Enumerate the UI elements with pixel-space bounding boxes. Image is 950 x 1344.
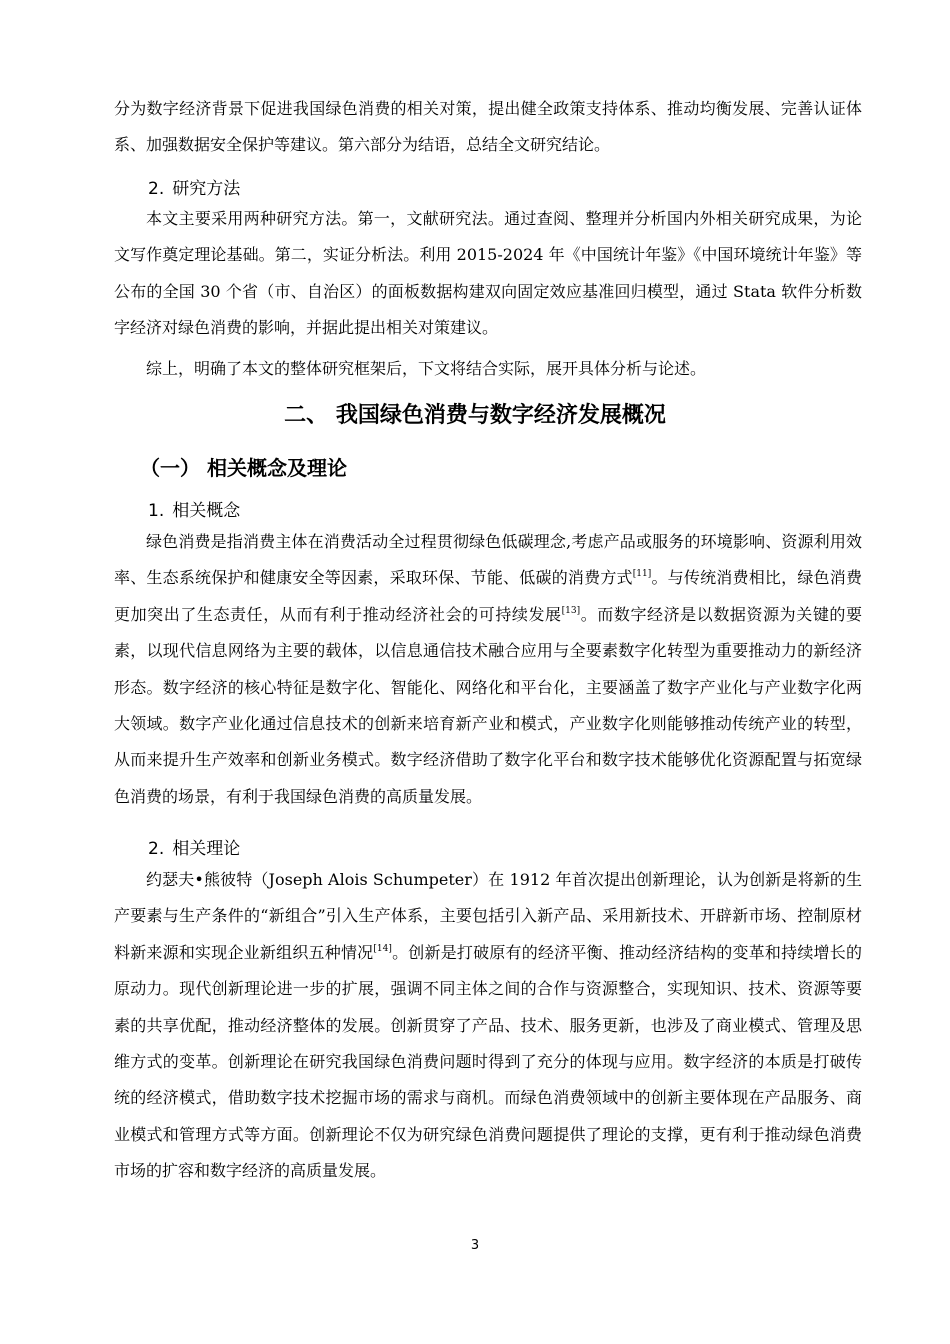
chapter-title: 二、 我国绿色消费与数字经济发展概况 [284,403,666,428]
citation-13: [13] [561,605,581,616]
concepts-title: 相关概念 [172,501,241,521]
methods-title: 研究方法 [172,179,241,199]
summary-text: 综上，明确了本文的整体研究框架后，下文将结合实际，展开具体分析与论述。 [146,359,707,378]
concepts-paragraph [114,524,862,815]
methods-heading [148,174,240,199]
methods-number: 2. [148,179,165,199]
intro-text: 分为数字经济背景下促进我国绿色消费的相关对策，提出健全政策支持体系、推动均衡发展、完善认证体系、加强数据安全保护等建议。第六部分为结语，总结全文研究结论。 [114,99,862,155]
theory-title: 相关理论 [172,839,241,859]
intro-paragraph [114,91,862,164]
theory-number: 2. [148,839,165,859]
citation-11: [11] [632,569,652,580]
methods-paragraph [114,201,862,347]
theory-heading [148,834,240,859]
theory-text [114,862,862,1190]
concepts-number: 1. [148,501,165,521]
concepts-text-a: 绿色消费是指消费主体在消费活动全过程贯彻绿色低碳理念,考虑产品或服务的环境影响、资源利用效率、生态系统保护和健康安全等因素，采取环保、节能、低碳的消费方式 [114,532,862,588]
concepts-heading [148,496,240,521]
theory-text-a: 约瑟夫•熊彼特（Joseph Alois Schumpeter）在 1912 年首次提出创新理论，认为创新是将新的生产要素与生产条件的“新组合”引入生产体系，主要包括引入新产品、采用新技术、开辟新市场、控制原材料新来源和实现企业新组织五种情况 [114,870,862,962]
theory-paragraph [114,862,862,1190]
methods-text: 本文主要采用两种研究方法。第一，文献研究法。通过查阅、整理并分析国内外相关研究成果，为论文写作奠定理论基础。第二，实证分析法。利用 2015-2024 年《中国统计年鉴》《中国环境统计年鉴》等公布的全国 30 个省（市、自治区）的面板数据构建双向固定效应基准回归模型，通过 Stata 软件分析数字经济对绿色消费的影响，并据此提出相关对策建议。 [114,209,862,338]
concepts-text [114,524,862,815]
citation-14: [14] [373,943,392,954]
theory-text-b: 。创新是打破原有的经济平衡、推动经济结构的变革和持续增长的原动力。现代创新理论进一步的扩展，强调不同主体之间的合作与资源整合，实现知识、技术、资源等要素的共享优配，推动经济整体的发展。创新贯穿了产品、技术、服务更新，也涉及了商业模式、管理及思维方式的变革。创新理论在研究我国绿色消费问题时得到了充分的体现与应用。数字经济的本质是打破传统的经济模式，借助数字技术挖掘市场的需求与商机。而绿色消费领域中的创新主要体现在产品服务、商业模式和管理方式等方面。创新理论不仅为研究绿色消费问题提供了理论的支撑，更有利于推动绿色消费市场的扩容和数字经济的高质量发展。 [114,942,862,1181]
page-number: 3 [470,1238,480,1253]
section-title: （一） 相关概念及理论 [140,456,347,480]
summary-paragraph [114,351,862,387]
concepts-text-b: 。与传统消费相比，绿色消费更加突出了生态责任，从而有利于推动经济社会的可持续发展 [114,568,862,624]
concepts-text-c: 。而数字经济是以数据资源为关键的要素，以现代信息网络为主要的载体，以信息通信技术融合应用与全要素数字化转型为重要推动力的新经济形态。数字经济的核心特征是数字化、智能化、网络化和平台化，主要涵盖了数字产业化与产业数字化两大领域。数字产业化通过信息技术的创新来培育新产业和模式，产业数字化则能够推动传统产业的转型，从而来提升生产效率和创新业务模式。数字经济借助了数字化平台和数字技术能够优化资源配置与拓宽绿色消费的场景，有利于我国绿色消费的高质量发展。 [114,604,862,806]
